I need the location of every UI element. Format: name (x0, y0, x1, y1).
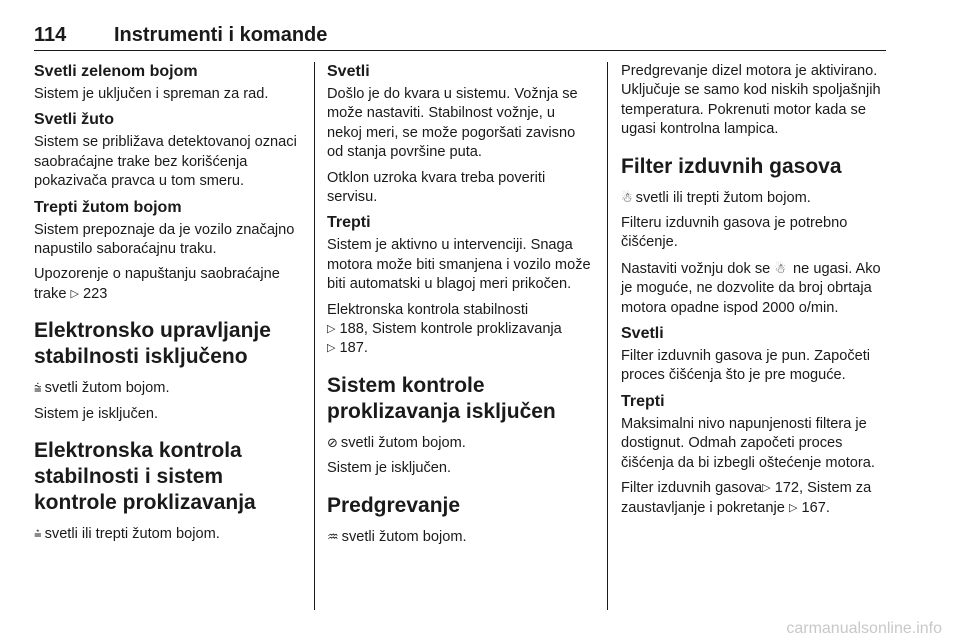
paragraph-with-reference: Elektronska kontrola stabilnosti ▷ 188, Sistem kontrole proklizavanja ▷ 187. (327, 301, 562, 357)
subheading: Svetli žuto (34, 111, 115, 129)
paragraph: Predgrevanje dizel motora je aktivirano. Uključuje se samo kod niskih spoljašnjih temperatura. Pokrenuti motor kada se ugasi kontrolna lampica. (621, 63, 881, 138)
esc-off-icon: ⩭ (34, 380, 42, 396)
paragraph: Došlo je do kvara u sistemu. Vožnja se može nastaviti. Stabilnost vožnje, u nekoj meri, se može pogoršati zavisno od stanja površine puta. (327, 86, 578, 161)
column-divider (314, 62, 315, 610)
paragraph: Maksimalni nivo napunjenosti filtera je dostignut. Odmah započeti proces čišćenja da bi izbegli oštećenje motora. (621, 415, 875, 471)
section-heading: Filter izduvnih gasova (621, 154, 842, 178)
section-heading: Elektronsko upravljanje stabilnosti isključeno (34, 319, 271, 369)
page-number: 114 (34, 24, 67, 46)
page-reference-link[interactable]: 223 (83, 285, 108, 302)
page-reference-link[interactable]: 172, Sistem za zaustavljanje i pokretanje (621, 480, 872, 516)
paragraph-with-reference: Filter izduvnih gasova▷ 172, Sistem za zaustavljanje i pokretanje ▷ 167. (621, 480, 872, 516)
paragraph: ⩭ svetli žutom bojom. (34, 380, 170, 397)
page-reference-link[interactable]: 167. (801, 499, 830, 516)
column-1 (34, 62, 302, 550)
subheading: Svetli (621, 325, 664, 343)
particulate-filter-icon: ☃ (621, 189, 633, 205)
paragraph: ☃ svetli ili trepti žutom bojom. (621, 189, 811, 206)
paragraph: ⊘ svetli žutom bojom. (327, 434, 466, 451)
chapter-title: Instrumenti i komande (114, 24, 328, 46)
subheading: Trepti (621, 392, 665, 410)
traction-control-off-icon: ⊘ (327, 434, 338, 450)
paragraph: Otklon uzroka kvara treba poveriti servisu. (327, 169, 546, 206)
watermark: carmanualsonline.info (786, 620, 942, 637)
subheading: Trepti žutom bojom (34, 198, 182, 216)
page-reference-link[interactable]: 188, Sistem kontrole proklizavanja (339, 321, 562, 338)
paragraph: Sistem je isključen. (327, 460, 452, 477)
column-2 (327, 62, 593, 553)
paragraph: Sistem se približava detektovanoj oznaci saobraćajne trake bez korišćenja pokazivača pravca u tom smeru. (34, 134, 297, 190)
subheading: Svetli zelenom bojom (34, 63, 198, 80)
section-heading: Sistem kontrole proklizavanja isključen (327, 373, 556, 423)
reference-arrow-icon: ▷ (327, 342, 336, 355)
glow-plug-icon: ♒ (327, 528, 339, 544)
esc-tc-icon: ⩮ (34, 526, 42, 542)
particulate-filter-icon: ☃ (774, 260, 786, 276)
page-reference-link[interactable]: 187. (339, 340, 368, 357)
paragraph: Sistem prepoznaje da je vozilo značajno napustilo saborаćajnu traku. (34, 221, 295, 258)
subheading: Svetli (327, 63, 370, 80)
paragraph-with-reference: Upozorenje o napuštanju saobraćajne trake ▷ 223 (34, 266, 280, 302)
paragraph: Sistem je aktivno u intervenciji. Snaga motora može biti smanjena i vozilo može biti automatski u blagoj meri prikočen. (327, 237, 591, 293)
column-divider (607, 62, 608, 610)
paragraph: Filteru izduvnih gasova je potrebno čišćenje. (621, 215, 848, 251)
paragraph: ⩮ svetli ili trepti žutom bojom. (34, 526, 220, 543)
section-heading: Predgrevanje (327, 493, 461, 517)
paragraph: Sistem je uključen i spreman za rad. (34, 86, 269, 102)
paragraph: Filter izduvnih gasova je pun. Započeti proces čišćenja što je pre moguće. (621, 348, 871, 384)
reference-arrow-icon: ▷ (70, 287, 79, 300)
subheading: Trepti (327, 214, 371, 232)
page-header (34, 20, 886, 51)
paragraph: Sistem je isključen. (34, 405, 159, 422)
section-heading: Elektronska kontrola stabilnosti i sistem kontrole proklizavanja (34, 439, 256, 515)
reference-arrow-icon: ▷ (762, 482, 771, 495)
paragraph: Nastaviti vožnju dok se ☃ ne ugasi. Ako je moguće, ne dozvolite da broj obrtaja motora opadne ispod 2000 o/min. (621, 260, 881, 316)
reference-arrow-icon: ▷ (327, 323, 336, 336)
reference-arrow-icon: ▷ (788, 501, 798, 514)
column-3 (621, 62, 887, 524)
paragraph: ♒ svetli žutom bojom. (327, 528, 467, 545)
